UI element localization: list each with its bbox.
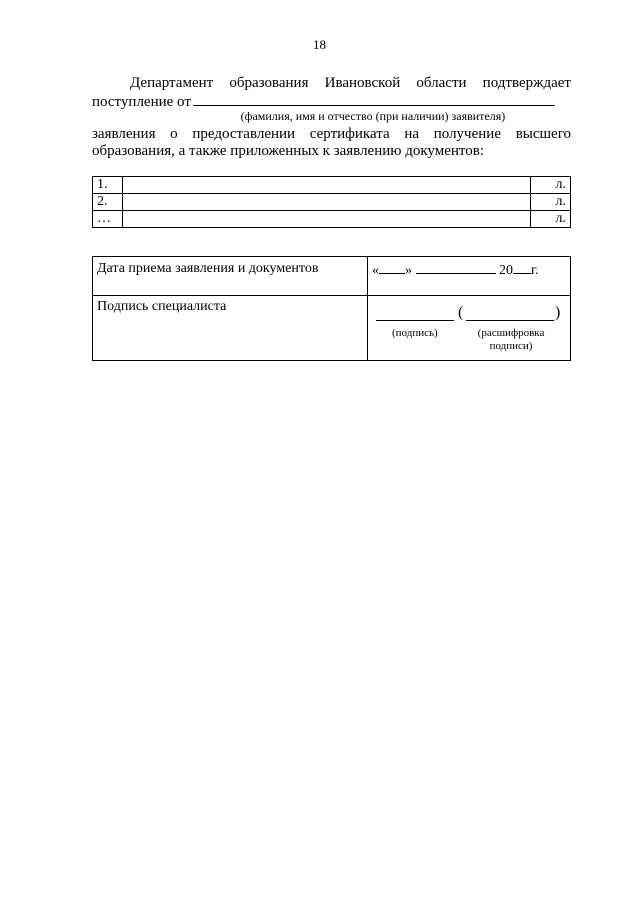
- close-paren: ): [555, 304, 561, 321]
- page-number: 18: [313, 37, 326, 52]
- doc-unit: л.: [531, 211, 571, 228]
- intro-line-1: Департамент образования Ивановской области подтверждает: [130, 75, 571, 91]
- date-close-quote: »: [405, 263, 412, 278]
- table-row: [93, 257, 571, 296]
- intro-line-4: образования, а также приложенных к заявлению документов:: [92, 143, 485, 159]
- table-row: [93, 194, 571, 211]
- signature-label: Подпись специалиста: [93, 296, 368, 361]
- open-paren: (: [458, 304, 464, 321]
- doc-number: 2.: [93, 194, 123, 211]
- signature-cell: [368, 296, 571, 361]
- doc-number: 1.: [93, 177, 123, 194]
- doc-title-field[interactable]: [123, 194, 531, 211]
- table-row: [93, 211, 571, 228]
- day-field[interactable]: [379, 261, 405, 274]
- signature-field[interactable]: [376, 308, 454, 321]
- intro-line-3: заявления о предоставлении сертификата на получение высшего: [92, 126, 571, 142]
- date-open-quote: «: [372, 263, 379, 278]
- receipt-info-table: [92, 256, 571, 361]
- documents-table: [92, 176, 571, 228]
- year-suffix: г.: [531, 263, 539, 278]
- applicant-prefix: поступление от: [92, 94, 191, 110]
- decode-caption: (расшифровка подписи): [477, 327, 545, 352]
- signature-decode-field[interactable]: [466, 308, 554, 321]
- table-row: [93, 296, 571, 361]
- doc-number: …: [93, 211, 123, 228]
- month-field[interactable]: [416, 261, 496, 274]
- doc-unit: л.: [531, 194, 571, 211]
- doc-title-field[interactable]: [123, 177, 531, 194]
- applicant-caption: (фамилия, имя и отчество (при наличии) заявителя): [240, 109, 506, 123]
- year-field[interactable]: [513, 261, 531, 274]
- doc-unit: л.: [531, 177, 571, 194]
- table-row: [93, 177, 571, 194]
- date-label: Дата приема заявления и документов: [93, 257, 368, 296]
- date-cell: [368, 257, 571, 296]
- applicant-name-field[interactable]: [193, 92, 555, 106]
- signature-caption: (подпись): [392, 327, 438, 339]
- doc-title-field[interactable]: [123, 211, 531, 228]
- year-prefix: 20: [499, 263, 513, 278]
